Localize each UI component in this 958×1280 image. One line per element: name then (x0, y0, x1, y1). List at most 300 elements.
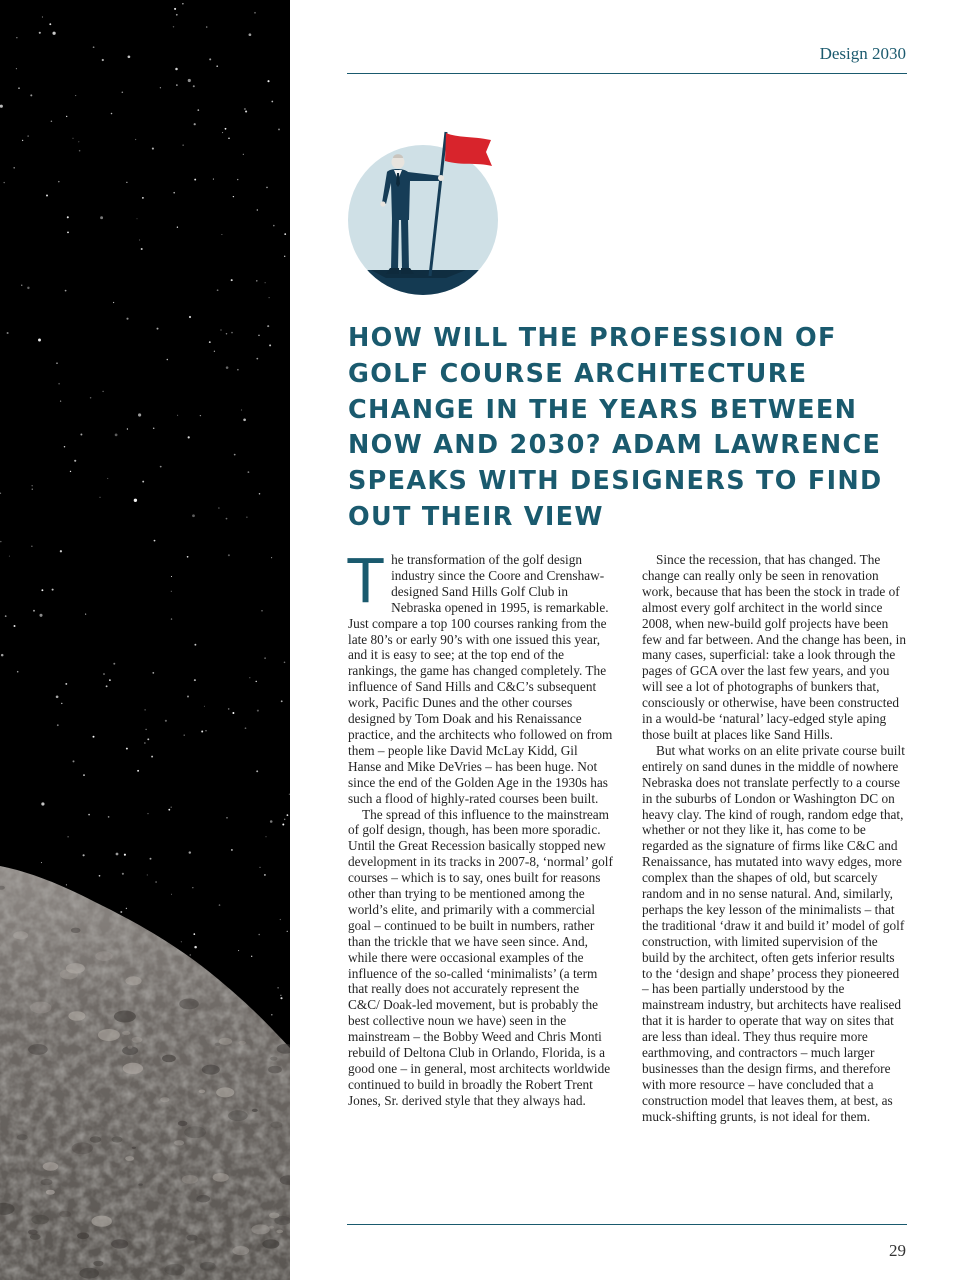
star (231, 849, 233, 851)
star (269, 344, 271, 346)
star (204, 706, 205, 707)
man-with-flag-illustration (346, 128, 506, 298)
star (57, 724, 59, 726)
star (231, 279, 233, 281)
star (173, 26, 174, 27)
star (168, 809, 170, 811)
crater (132, 1037, 143, 1043)
bottom-divider (347, 1224, 907, 1225)
star (113, 663, 115, 665)
paragraph: Since the recession, that has changed. The change can really only be seen in renovation work, because that has been the stock in trade of almost every golf architect in the world since 2008, when new-build golf projects have been few and far between. And the change has been, in many cases, superficial: take a look through the pages of GCA over the last few years, and you will see a lot of photographs of bunkers that, consciously or otherwise, have been constructed in a would-be ‘natural’ lacy-edged style aping those built at places like Sand Hills. (642, 552, 906, 742)
star (171, 576, 172, 577)
star (217, 289, 219, 291)
star (254, 12, 256, 14)
crater (162, 1055, 176, 1063)
star (52, 32, 55, 35)
star (102, 59, 104, 61)
star (187, 696, 189, 698)
star (222, 132, 223, 133)
star (107, 478, 108, 479)
star (205, 730, 206, 731)
star (237, 179, 238, 180)
star (265, 282, 266, 283)
star (214, 351, 215, 352)
star (209, 58, 211, 60)
star (282, 824, 284, 826)
star (151, 756, 153, 758)
star (73, 760, 75, 762)
star (177, 415, 178, 416)
star (278, 128, 280, 130)
crater (252, 1109, 258, 1112)
star (137, 770, 139, 772)
star (192, 514, 195, 517)
crater (123, 1063, 143, 1074)
star (256, 770, 258, 772)
star (100, 216, 103, 219)
crater (132, 1147, 136, 1149)
star (27, 287, 29, 289)
crater (68, 1011, 85, 1020)
star (135, 139, 136, 140)
star (38, 339, 41, 342)
star (51, 121, 53, 123)
star (175, 68, 178, 71)
star (216, 65, 218, 67)
star (287, 814, 289, 816)
star (147, 813, 148, 814)
star (106, 685, 108, 687)
star (174, 8, 176, 10)
star (41, 802, 44, 805)
crater (228, 1110, 248, 1121)
crater (71, 928, 81, 933)
star (93, 46, 95, 48)
star (245, 110, 247, 112)
section-label: Design 2030 (819, 44, 906, 63)
star (226, 817, 228, 819)
crater (269, 1213, 279, 1219)
crater (98, 1029, 120, 1041)
star (264, 657, 266, 659)
star (284, 819, 285, 820)
star (201, 731, 203, 733)
crater (215, 1043, 221, 1046)
crater (92, 1216, 112, 1227)
star (231, 332, 233, 334)
star (259, 493, 261, 495)
crater (79, 1268, 99, 1279)
star (3, 182, 4, 183)
star (108, 816, 110, 818)
star (7, 332, 9, 334)
star (28, 136, 29, 137)
star (257, 710, 259, 712)
star (70, 471, 71, 472)
star (243, 154, 244, 155)
star (284, 233, 286, 235)
crater (43, 1162, 59, 1171)
star (78, 141, 79, 142)
star (188, 436, 190, 438)
crater (122, 1031, 130, 1035)
star (65, 290, 67, 292)
crater (232, 1246, 249, 1255)
paragraph: The spread of this influence to the mainstream of golf design, though, has been more sporadic. Until the Great Recession basically stopped new development in its tracks in 2007-8, ‘normal’ golf courses – which is to say, ones built for reasons other than trying to be mentioned among the world’s elite, and primarily with a commercial goal – continued to be built in numbers, rather than the trickle that we have seen since. And, while there were occasional examples of the influence of the so-called ‘minimalists’ (a term that really does not accurately represent the C&C/ Doak-led movement, but is probably the best collective noun we have) seen in the mainstream – the Bobby Weed and Chris Monti rebuild of Deltona Club in Orlando, Florida, is a good one – in general, most architects worldwide continued to build in broadly the Robert Trent Jones, Sr. derived style that they always had. (348, 806, 613, 1108)
star (93, 736, 95, 738)
crater (138, 1183, 142, 1185)
crater (125, 976, 141, 985)
star (271, 101, 273, 103)
star (60, 400, 61, 401)
crater (270, 1122, 282, 1129)
crater (164, 1264, 185, 1275)
crater (111, 1239, 128, 1248)
crater (182, 1175, 198, 1184)
crater (13, 931, 28, 939)
star (193, 85, 195, 87)
star (16, 37, 17, 38)
star (0, 541, 1, 542)
star (176, 14, 178, 16)
star (39, 614, 42, 617)
star (32, 488, 33, 489)
star (122, 873, 124, 875)
star (280, 995, 281, 996)
star (171, 591, 172, 592)
star (88, 814, 90, 816)
star (83, 774, 85, 776)
star (245, 727, 247, 729)
crater (262, 1239, 279, 1248)
red-flag (445, 133, 492, 166)
star (52, 589, 54, 591)
star (109, 679, 111, 681)
star (218, 507, 220, 509)
star (233, 196, 234, 197)
star (103, 673, 105, 675)
star (248, 471, 250, 473)
star (249, 677, 250, 678)
star (99, 497, 100, 498)
crater (72, 1142, 93, 1154)
star (182, 3, 183, 4)
star (152, 148, 154, 150)
star (64, 446, 65, 447)
star (269, 297, 270, 298)
star (197, 109, 199, 111)
star (32, 485, 33, 486)
star (75, 95, 76, 96)
crater (95, 951, 112, 961)
star (280, 919, 281, 920)
star (67, 216, 69, 218)
star (83, 854, 85, 856)
crater (219, 1038, 232, 1045)
star (258, 335, 259, 336)
star (225, 128, 227, 130)
star (141, 248, 143, 250)
star (171, 618, 172, 619)
star (249, 33, 252, 36)
crater (114, 1011, 136, 1023)
star (258, 934, 260, 936)
star (31, 546, 32, 547)
star (192, 887, 193, 888)
star (209, 341, 211, 343)
star (61, 703, 62, 704)
star (226, 366, 229, 369)
crater (251, 1224, 269, 1234)
star (267, 80, 269, 82)
crater (17, 1134, 28, 1140)
star (116, 853, 119, 856)
crater (179, 999, 199, 1010)
star (155, 881, 157, 883)
crater (125, 1156, 134, 1161)
star (126, 182, 127, 183)
crater (90, 1136, 101, 1142)
crater (28, 1044, 48, 1055)
star (79, 150, 81, 152)
star (49, 23, 51, 25)
star (90, 397, 92, 399)
star (271, 1014, 273, 1016)
star (194, 946, 197, 949)
star (73, 138, 74, 139)
star (200, 415, 201, 416)
star (46, 194, 48, 196)
crater (77, 1233, 89, 1240)
star (66, 884, 67, 885)
crater (276, 1230, 283, 1234)
star (226, 518, 228, 520)
star (189, 851, 191, 853)
moon-space-photo (0, 0, 290, 1280)
crater (93, 1261, 103, 1267)
crater (174, 1140, 184, 1145)
star (56, 362, 57, 363)
crater (202, 1065, 220, 1075)
star (21, 285, 22, 286)
star (134, 499, 137, 502)
star (219, 904, 221, 906)
star (171, 807, 172, 808)
star (183, 145, 184, 146)
star (58, 181, 60, 183)
crater (270, 1057, 277, 1061)
star (17, 671, 19, 673)
star (228, 138, 230, 140)
page-number: 29 (889, 1241, 906, 1260)
star (281, 700, 283, 702)
paragraph (346, 544, 614, 807)
article-column-right (642, 552, 908, 1125)
star (237, 369, 239, 371)
star (157, 328, 159, 330)
star (173, 192, 175, 194)
star (241, 409, 242, 410)
star (221, 234, 222, 235)
star (194, 644, 196, 646)
star (102, 391, 103, 392)
star (139, 239, 140, 240)
star (39, 32, 41, 34)
star (145, 729, 146, 730)
crater (28, 1230, 38, 1235)
star (99, 875, 101, 877)
star (147, 738, 149, 740)
star (188, 79, 191, 82)
article-headline: HOW WILL THE PROFESSION OF GOLF COURSE ARCHITECTURE CHANGE IN THE YEARS BETWEEN NOW AND 2030? ADAM LAWRENCE SPEAKS WITH DESIGNERS TO FIND OUT THEIR VIEW (348, 323, 883, 532)
star (13, 167, 15, 169)
star (165, 720, 167, 722)
star (206, 26, 208, 28)
space-moon-image (0, 0, 290, 1280)
crater (46, 1190, 55, 1195)
star (147, 874, 148, 875)
star (9, 556, 10, 557)
star (277, 987, 279, 989)
star (80, 434, 82, 436)
drop-cap: T (346, 544, 386, 616)
star (58, 383, 60, 385)
star (5, 615, 7, 617)
star (228, 554, 230, 556)
star (127, 428, 128, 429)
crater (31, 1215, 49, 1225)
star (194, 123, 196, 125)
star (193, 933, 195, 935)
star (181, 941, 182, 942)
star (14, 625, 16, 627)
star (56, 695, 59, 698)
star (153, 427, 155, 429)
star (124, 854, 126, 856)
star (65, 683, 67, 685)
star (266, 187, 268, 189)
crater (30, 1234, 41, 1240)
crater (216, 1087, 234, 1097)
star (176, 84, 177, 85)
crater (160, 1097, 169, 1102)
star (220, 329, 221, 330)
star (177, 227, 178, 228)
top-divider (347, 73, 907, 74)
crater (178, 1121, 188, 1126)
star (187, 556, 189, 558)
star (115, 434, 118, 437)
star (273, 225, 275, 227)
star (150, 858, 152, 860)
star (67, 836, 69, 838)
star (256, 681, 257, 682)
star (85, 614, 86, 615)
star (256, 280, 257, 281)
star (267, 325, 269, 327)
star (41, 589, 43, 591)
crater (213, 1173, 229, 1182)
crater (238, 1041, 245, 1045)
crater (268, 1066, 282, 1074)
star (152, 672, 154, 674)
star (126, 908, 127, 909)
star (256, 358, 258, 360)
paragraph-text: he transformation of the golf design industry since the Coore and Crenshaw-designed Sand Hills Golf Club in Nebraska opened in 1995, is remarkable. Just compare a top 100 courses ranking from the late 80’s or early 90’s with one issued this year, and it is easy to see; at the top end of the rankings, the game has changed completely. The influence of Sand Hills and C&C’s subsequent work, Pacific Dunes and the other courses designed by Tom Doak and his Renaissance practice, and the architects who followed on from them – people like David McLay Kidd, Gil Hanse and Mike DeVries – has been huge. Not since the end of the Golden Age in the 1930s has such a flood of highly-rated courses been built. (348, 552, 613, 806)
article-column-left (346, 544, 614, 1109)
star (171, 894, 172, 895)
star (60, 550, 62, 552)
star (126, 318, 128, 320)
star (111, 113, 113, 115)
star (238, 950, 239, 951)
star (226, 333, 227, 334)
crater (112, 1136, 123, 1142)
star (264, 874, 266, 876)
star (67, 232, 69, 234)
star (0, 493, 1, 494)
star (16, 68, 17, 69)
star (243, 418, 246, 421)
star (287, 931, 288, 932)
star (144, 742, 145, 743)
star (142, 481, 144, 483)
star (122, 91, 124, 93)
star (251, 956, 252, 957)
star (74, 460, 76, 462)
star (42, 16, 43, 17)
crater (60, 969, 78, 979)
star (289, 794, 290, 795)
star (30, 94, 32, 96)
crater (200, 1262, 216, 1271)
star (33, 610, 35, 612)
star (184, 734, 185, 735)
crater (199, 1090, 205, 1094)
star (244, 108, 246, 110)
star (137, 218, 138, 219)
star (189, 316, 191, 318)
star (160, 466, 162, 468)
star (271, 557, 272, 558)
star (138, 413, 141, 416)
star (259, 867, 260, 868)
star (284, 256, 285, 257)
star (22, 140, 23, 141)
star (266, 836, 267, 837)
star (232, 712, 234, 714)
star (194, 179, 196, 181)
star (280, 997, 282, 999)
star (120, 911, 122, 913)
star (18, 87, 20, 89)
star (270, 820, 273, 823)
star (257, 209, 258, 210)
star (144, 709, 145, 710)
star (167, 359, 169, 361)
star (234, 454, 236, 456)
crater (59, 1211, 71, 1218)
crater (269, 1226, 274, 1229)
star (154, 540, 156, 542)
star (142, 197, 144, 199)
star (194, 679, 196, 681)
star (228, 708, 230, 710)
crater (30, 1002, 51, 1014)
crater (41, 1179, 53, 1185)
star (113, 302, 114, 303)
crater (196, 1195, 210, 1203)
